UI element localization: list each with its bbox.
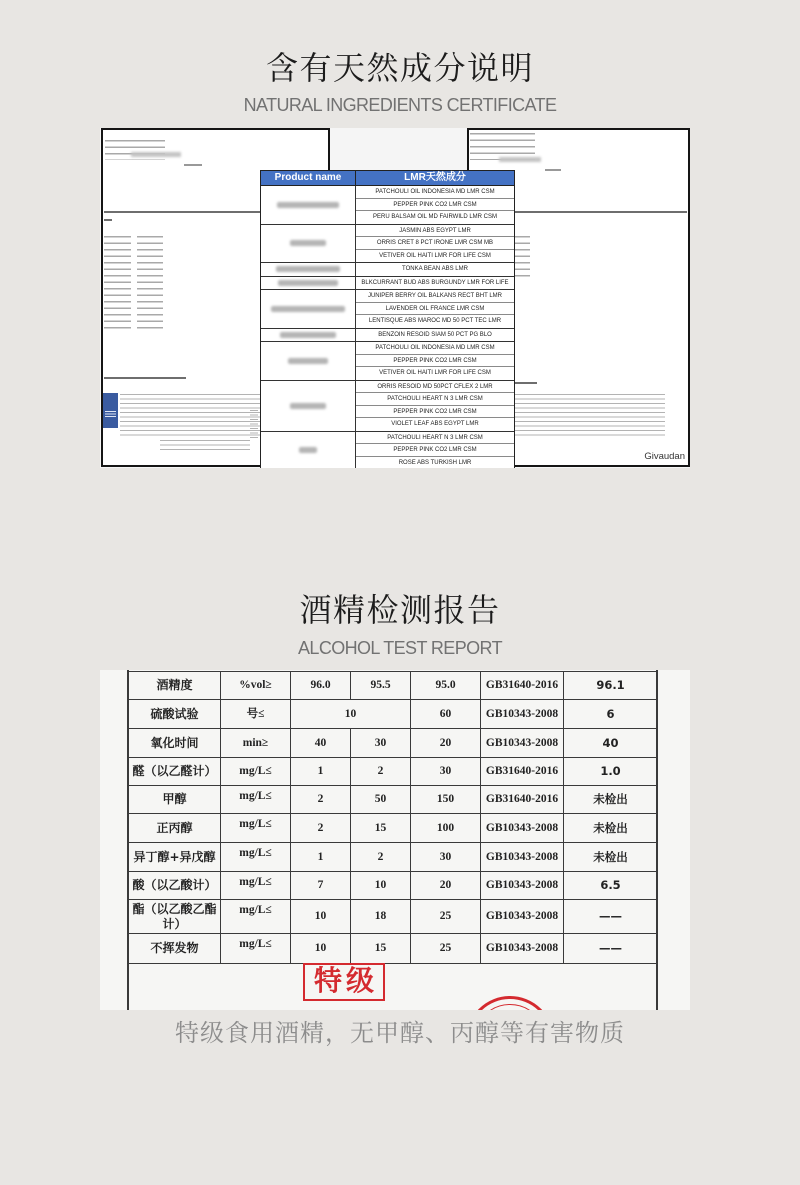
test-result: —— bbox=[564, 934, 658, 964]
limit-value: 15 bbox=[351, 814, 411, 843]
ingredient-group bbox=[261, 290, 514, 329]
ingredient-item: BENZOIN RESOID SIAM 50 PCT PG BLO bbox=[378, 331, 492, 338]
certificate-section-title: 含有天然成分说明 bbox=[265, 49, 534, 87]
limit-value: 50 bbox=[351, 786, 411, 814]
document-text-lines bbox=[105, 140, 165, 160]
product-name-cell bbox=[261, 342, 356, 380]
ingredient-item: ORRIS RESOID MD 50PCT CFLEX 2 LMR bbox=[356, 381, 514, 394]
report-row bbox=[129, 786, 658, 814]
limit-value: 60 bbox=[411, 700, 481, 729]
report-row bbox=[129, 900, 658, 934]
ingredient-item: ORRIS CRET 8 PCT IRONE LMR CSM MB bbox=[356, 237, 514, 250]
ingredient-item: JASMIN ABS EGYPT LMR bbox=[356, 225, 514, 238]
document-text-lines bbox=[470, 133, 535, 160]
test-unit: mg/L≤ bbox=[221, 934, 291, 964]
document-note-line bbox=[104, 377, 186, 379]
document-text-lines bbox=[515, 236, 530, 281]
test-unit: mg/L≤ bbox=[221, 900, 291, 934]
ingredient-list bbox=[356, 432, 514, 469]
document-statement-line bbox=[515, 211, 687, 213]
limit-value: 25 bbox=[411, 934, 481, 964]
ingredient-group bbox=[261, 263, 514, 277]
test-standard: GB10343-2008 bbox=[481, 700, 564, 729]
test-item: 酸（以乙酸计） bbox=[129, 872, 221, 900]
header-lmr-ingredients: LMR天然成分 bbox=[404, 172, 466, 183]
limit-value: 25 bbox=[411, 900, 481, 934]
product-name-cell bbox=[261, 225, 356, 263]
test-item: 氧化时间 bbox=[129, 729, 221, 758]
ingredient-list bbox=[356, 186, 514, 224]
ingredient-item: VIOLET LEAF ABS EGYPT LMR bbox=[391, 421, 479, 427]
ingredient-table-body bbox=[261, 186, 514, 468]
limit-value: 30 bbox=[411, 758, 481, 786]
ingredient-group bbox=[261, 432, 514, 469]
limit-value: 40 bbox=[291, 729, 351, 758]
limit-value: 1 bbox=[291, 843, 351, 872]
test-standard: GB31640-2016 bbox=[481, 758, 564, 786]
ingredient-list bbox=[356, 329, 514, 342]
alcohol-section-subtitle: ALCOHOL TEST REPORT bbox=[298, 638, 502, 658]
limit-value: 15 bbox=[351, 934, 411, 964]
redacted-product-name bbox=[299, 447, 317, 453]
ingredient-group bbox=[261, 277, 514, 291]
limit-value: 30 bbox=[411, 843, 481, 872]
test-standard: GB10343-2008 bbox=[481, 872, 564, 900]
limit-value: 1 bbox=[291, 758, 351, 786]
redacted-blur bbox=[499, 157, 541, 162]
test-standard: GB10343-2008 bbox=[481, 814, 564, 843]
report-row bbox=[129, 872, 658, 900]
ingredient-item: PERU BALSAM OIL MD FAIRWILD LMR CSM bbox=[372, 214, 498, 220]
document-statement-line bbox=[104, 219, 112, 221]
limit-value: 18 bbox=[351, 900, 411, 934]
test-result: 6.5 bbox=[564, 872, 658, 900]
ingredient-group bbox=[261, 225, 514, 264]
ingredient-list bbox=[356, 225, 514, 263]
alcohol-section-title: 酒精检测报告 bbox=[299, 591, 501, 629]
report-row bbox=[129, 729, 658, 758]
test-unit: min≥ bbox=[221, 729, 291, 758]
ingredient-table bbox=[260, 170, 515, 468]
ingredient-item: JUNIPER BERRY OIL BALKANS RECT BHT LMR bbox=[356, 290, 514, 303]
ingredient-table-header bbox=[261, 171, 514, 186]
test-unit: mg/L≤ bbox=[221, 843, 291, 872]
limit-value: 2 bbox=[351, 758, 411, 786]
test-item: 不挥发物 bbox=[129, 934, 221, 964]
certificate-image bbox=[100, 128, 690, 468]
redacted-product-name bbox=[288, 358, 328, 364]
test-item: 正丙醇 bbox=[129, 814, 221, 843]
limit-value: 20 bbox=[411, 729, 481, 758]
report-row bbox=[129, 700, 658, 729]
report-row bbox=[129, 814, 658, 843]
ingredient-list bbox=[356, 263, 514, 276]
document-cas-list bbox=[104, 236, 131, 331]
test-standard: GB31640-2016 bbox=[481, 786, 564, 814]
official-seal-icon bbox=[466, 996, 554, 1010]
test-unit: mg/L≤ bbox=[221, 814, 291, 843]
limit-value: 96.0 bbox=[291, 672, 351, 700]
document-name-list bbox=[137, 236, 163, 331]
redacted-product-name bbox=[278, 280, 338, 286]
document-text-lines bbox=[250, 410, 258, 440]
test-item: 酒精度 bbox=[129, 672, 221, 700]
test-unit: 号≤ bbox=[221, 700, 291, 729]
test-unit: mg/L≤ bbox=[221, 872, 291, 900]
ingredient-item: PATCHOULI OIL INDONESIA MD LMR CSM bbox=[356, 186, 514, 199]
alcohol-test-table bbox=[128, 671, 658, 964]
givaudan-brand-label: Givaudan bbox=[644, 451, 685, 462]
test-standard: GB10343-2008 bbox=[481, 900, 564, 934]
test-standard: GB31640-2016 bbox=[481, 672, 564, 700]
limit-value: 10 bbox=[291, 700, 411, 729]
product-name-cell bbox=[261, 329, 356, 342]
limit-value: 7 bbox=[291, 872, 351, 900]
ingredient-group bbox=[261, 186, 514, 225]
ingredient-item: PEPPER PINK CO2 LMR CSM bbox=[356, 406, 514, 419]
report-row bbox=[129, 843, 658, 872]
certificate-section-subtitle: NATURAL INGREDIENTS CERTIFICATE bbox=[243, 95, 557, 115]
ingredient-item: PEPPER PINK CO2 LMR CSM bbox=[356, 355, 514, 368]
ingredient-item: PATCHOULI OIL INDONESIA MD LMR CSM bbox=[356, 342, 514, 355]
ingredient-item: PATCHOULI HEART N 3 LMR CSM bbox=[356, 432, 514, 445]
ingredient-group bbox=[261, 342, 514, 381]
test-result: 6 bbox=[564, 700, 658, 729]
report-row bbox=[129, 758, 658, 786]
product-name-cell bbox=[261, 186, 356, 224]
document-heading-line bbox=[184, 164, 202, 166]
ingredient-item: PEPPER PINK CO2 LMR CSM bbox=[356, 444, 514, 457]
redacted-product-name bbox=[277, 202, 339, 208]
document-text-lines bbox=[515, 394, 665, 438]
limit-value: 30 bbox=[351, 729, 411, 758]
ingredient-list bbox=[356, 381, 514, 431]
ingredient-item: LAVENDER OIL FRANCE LMR CSM bbox=[356, 303, 514, 316]
redacted-product-name bbox=[290, 403, 326, 409]
limit-value: 95.5 bbox=[351, 672, 411, 700]
test-item: 甲醇 bbox=[129, 786, 221, 814]
limit-value: 10 bbox=[351, 872, 411, 900]
limit-value: 150 bbox=[411, 786, 481, 814]
ingredient-item: VETIVER OIL HAITI LMR FOR LIFE CSM bbox=[379, 370, 491, 376]
test-result: 未检出 bbox=[564, 843, 658, 872]
alcohol-report-image bbox=[100, 670, 690, 1010]
limit-value: 2 bbox=[291, 814, 351, 843]
report-row bbox=[129, 672, 658, 700]
ingredient-group bbox=[261, 381, 514, 432]
document-text-lines bbox=[120, 394, 260, 439]
test-item: 醛（以乙醛计） bbox=[129, 758, 221, 786]
product-name-cell bbox=[261, 277, 356, 290]
redacted-product-name bbox=[290, 240, 326, 246]
limit-value: 20 bbox=[411, 872, 481, 900]
alcohol-caption: 特级食用酒精，无甲醇、丙醇等有害物质 bbox=[175, 1019, 625, 1047]
test-standard: GB10343-2008 bbox=[481, 729, 564, 758]
limit-value: 10 bbox=[291, 934, 351, 964]
test-result: 96.1 bbox=[564, 672, 658, 700]
ingredient-list bbox=[356, 277, 514, 290]
limit-value: 2 bbox=[291, 786, 351, 814]
ingredient-item: PEPPER PINK CO2 LMR CSM bbox=[356, 199, 514, 212]
test-unit: mg/L≤ bbox=[221, 786, 291, 814]
test-standard: GB10343-2008 bbox=[481, 934, 564, 964]
association-logo-icon bbox=[103, 393, 118, 428]
grade-stamp: 特级 bbox=[303, 963, 385, 1001]
limit-value: 2 bbox=[351, 843, 411, 872]
test-result: 未检出 bbox=[564, 814, 658, 843]
ingredient-item: TONKA BEAN ABS LMR bbox=[402, 266, 468, 272]
header-product-name: Product name bbox=[261, 171, 356, 185]
ingredient-item: VETIVER OIL HAITI LMR FOR LIFE CSM bbox=[379, 252, 491, 259]
redacted-product-name bbox=[271, 306, 345, 312]
ingredient-item: LENTISQUE ABS MAROC MD 50 PCT TEC LMR bbox=[368, 318, 502, 324]
ingredient-list bbox=[356, 342, 514, 380]
test-standard: GB10343-2008 bbox=[481, 843, 564, 872]
limit-value: 95.0 bbox=[411, 672, 481, 700]
product-name-cell bbox=[261, 432, 356, 469]
test-item: 异丁醇+异戊醇 bbox=[129, 843, 221, 872]
product-name-cell bbox=[261, 381, 356, 431]
product-name-cell bbox=[261, 263, 356, 276]
test-unit: mg/L≤ bbox=[221, 758, 291, 786]
limit-value: 100 bbox=[411, 814, 481, 843]
product-name-cell bbox=[261, 290, 356, 328]
limit-value: 10 bbox=[291, 900, 351, 934]
redacted-blur bbox=[131, 152, 181, 157]
test-item: 酯（以乙酸乙酯计） bbox=[129, 900, 221, 934]
official-seal-inner-ring bbox=[474, 1004, 546, 1010]
alcohol-test-table-body bbox=[129, 672, 658, 964]
test-result: —— bbox=[564, 900, 658, 934]
test-unit: %vol≥ bbox=[221, 672, 291, 700]
test-item: 硫酸试验 bbox=[129, 700, 221, 729]
document-text-lines bbox=[160, 440, 250, 450]
test-result: 1.0 bbox=[564, 758, 658, 786]
report-row bbox=[129, 934, 658, 964]
redacted-product-name bbox=[276, 266, 340, 272]
test-result: 未检出 bbox=[564, 786, 658, 814]
ingredient-group bbox=[261, 329, 514, 343]
ingredient-item: BLKCURRANT BUD ABS BURGUNDY LMR FOR LIFE bbox=[361, 279, 509, 286]
test-result: 40 bbox=[564, 729, 658, 758]
ingredient-list bbox=[356, 290, 514, 328]
document-heading-line bbox=[545, 169, 561, 171]
redacted-product-name bbox=[280, 332, 336, 338]
ingredient-item: PATCHOULI HEART N 3 LMR CSM bbox=[356, 393, 514, 406]
ingredient-item: ROSE ABS TURKISH LMR bbox=[398, 459, 472, 466]
document-note-line bbox=[515, 382, 537, 384]
